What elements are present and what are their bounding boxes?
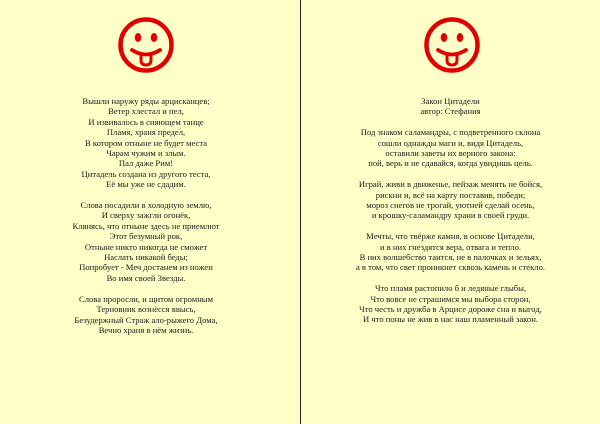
poem-line: а в том, что свет проникнет сквозь камень и стекло.	[355, 262, 546, 273]
stanza	[301, 231, 600, 273]
poem-line: оставили заветы их верного закона:	[385, 148, 516, 159]
poem-line: Этот безумный рок,	[109, 231, 183, 242]
poem-line: Ветер хлестал и пел,	[108, 106, 184, 117]
poem-line: Попробует - Меч достанем из ножен	[79, 262, 213, 273]
left-poem	[0, 96, 300, 335]
poem-line: Под знаком саламандры, с подветренного склона	[360, 127, 541, 138]
poem-line: Пламя, храня предел,	[106, 127, 186, 138]
poem-title: Закон Цитадели	[421, 96, 480, 106]
poem-line: Наслать никакой беды;	[104, 252, 188, 263]
poem-line: и крошку-саламандру храни в своей груди.	[371, 210, 530, 221]
poem-line: Вышли наружу ряды арцисканцев;	[82, 96, 210, 106]
stanza	[0, 200, 292, 283]
poem-line: и в них гнездятся вера, отвага и тепло.	[379, 241, 522, 252]
poem-line: Вечно храня в нём жизнь.	[98, 324, 194, 335]
poem-line: Слова проросли, и щитом огромным	[78, 293, 214, 304]
smiley-tongue-icon	[117, 16, 175, 74]
poem-line: мороз снегов не трогай, уютней сделай осень,	[366, 200, 535, 211]
poem-line: И извивалось в сияющем танце	[88, 116, 204, 127]
poem-line: Безудержный Страж ало-рыжего Дома,	[74, 314, 218, 325]
poem-line: сошли однажды маги и, видя Цитадель,	[377, 137, 524, 148]
stanza	[0, 96, 292, 190]
poem-line: Отныне никто никогда не сможет	[84, 241, 208, 252]
smiley-tongue-icon	[423, 16, 481, 74]
poem-line: Пал даже Рим!	[118, 158, 174, 169]
poem-line: Цитадель создана из другого теста,	[81, 168, 211, 179]
poem-line: Терновник вознёсся ввысь,	[96, 304, 196, 315]
poem-line: Её мы уже не сдадим.	[106, 179, 186, 190]
stanza	[301, 283, 600, 325]
poem-line: И сверху зажгли огонёк,	[101, 210, 191, 221]
stanza	[0, 294, 292, 336]
poem-header	[301, 96, 600, 117]
poem-line: Играй, живи в движенье, пейзаж менять не бойся,	[358, 179, 543, 190]
right-stanzas	[301, 127, 600, 325]
poem-line: Клянясь, что отныне здесь не приемлют	[72, 220, 220, 231]
poem-line: Чарам чужим и злым.	[106, 148, 186, 159]
right-page	[301, 0, 600, 424]
poem-author: автор: Стефания	[420, 106, 481, 117]
poem-line: рискни и, всё на карту поставив, победи;	[375, 189, 526, 200]
poem-line: Что честь и дружба в Арцисе дороже сна и выгод,	[359, 304, 542, 315]
poem-line: И что поны не жив в нас наш пламенный закон.	[363, 314, 538, 325]
poem-line: Мечты, что твёрже камня, в основе Цитадели,	[366, 231, 535, 242]
poem-line: пой, верь и не сдавайся, когда увидишь цель.	[368, 158, 533, 169]
poem-line: Во имя своей Звезды.	[106, 272, 186, 283]
poem-line: В них волшебство таится, не в палочках и зельях,	[359, 252, 542, 263]
poem-line: В котором отныне не будет места	[84, 137, 208, 148]
right-poem	[301, 96, 600, 325]
poem-line: Что вовсе не страшимся мы выбора сторон,	[370, 293, 531, 304]
stanza	[301, 127, 600, 169]
poem-line: Что пламя растопило б и ледяные глыбы,	[374, 283, 527, 294]
poem-line: Слова посадили в холодную землю,	[80, 200, 212, 211]
stanza	[301, 179, 600, 221]
